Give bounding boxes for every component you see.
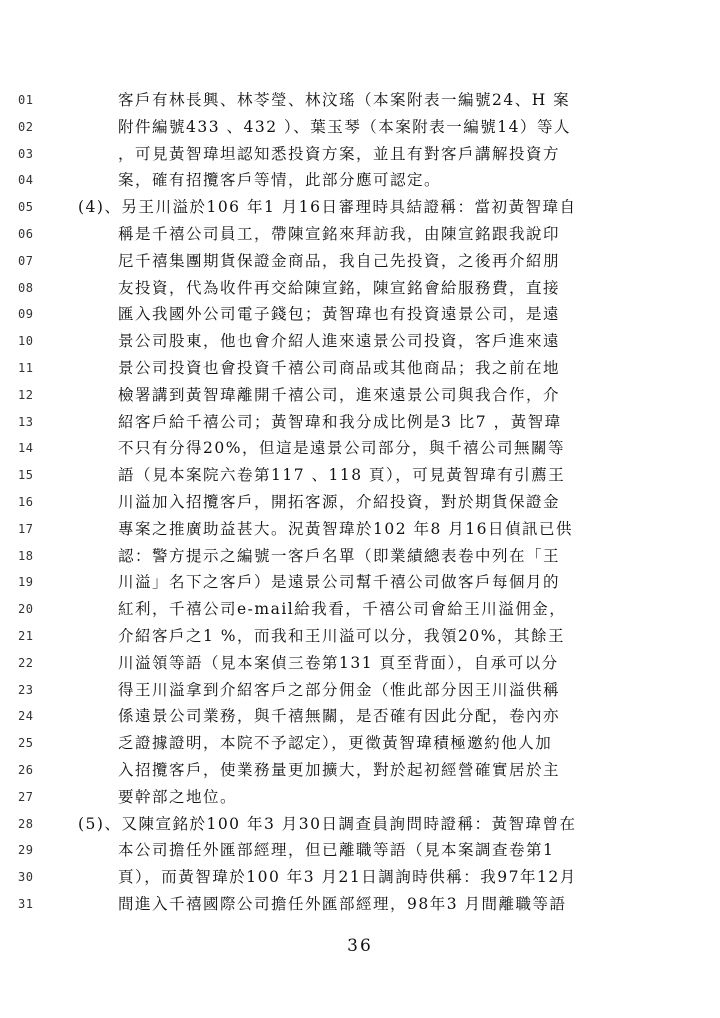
- text-line: 不只有分得20%，但這是遠景公司部分，與千禧公司無關等: [118, 439, 565, 458]
- line-number: 13: [18, 414, 34, 429]
- text-line: 間進入千禧國際公司擔任外匯部經理，98年3 月間離職等語: [118, 895, 567, 913]
- text-line: 介紹客戶之1 %，而我和王川溢可以分，我領20%，其餘王: [118, 627, 565, 645]
- text-line: 要幹部之地位。: [118, 787, 238, 806]
- text-line: 頁），而黃智瑋於100 年3 月21日調詢時供稱：我97年12月: [118, 868, 577, 887]
- line-number: 14: [18, 441, 34, 456]
- line-number: 15: [18, 468, 34, 483]
- line-number: 04: [18, 173, 34, 188]
- text-line: 客戶有林長興、林苓瑩、林汶瑤（本案附表一編號24、H 案: [118, 91, 571, 109]
- line-number: 29: [18, 843, 34, 858]
- line-number: 28: [18, 816, 34, 831]
- text-line: 匯入我國外公司電子錢包；黃智瑋也有投資遠景公司，是遠: [118, 305, 561, 324]
- text-line: 紹客戶給千禧公司；黃智瑋和我分成比例是3 比7 ，黃智瑋: [118, 412, 562, 431]
- text-line: 語（見本案院六卷第117 、118 頁），可見黃智瑋有引薦王: [118, 466, 566, 485]
- text-line: 乏證據證明，本院不予認定），更徵黃智瑋積極邀約他人加: [118, 734, 553, 753]
- line-number: 07: [18, 253, 34, 268]
- line-number: 06: [18, 227, 34, 241]
- line-number: 03: [18, 146, 34, 161]
- line-number: 05: [18, 200, 34, 215]
- line-number: 10: [18, 334, 34, 349]
- line-number: 22: [18, 655, 34, 670]
- line-number: 24: [18, 709, 34, 724]
- text-line: 友投資，代為收件再交給陳宣銘，陳宣銘會給服務費，直接: [118, 278, 561, 297]
- text-line: 案，確有招攬客戶等情，此部分應可認定。: [118, 171, 442, 190]
- line-number: 09: [18, 307, 34, 322]
- line-number: 16: [18, 495, 34, 509]
- line-number: 11: [18, 361, 34, 375]
- text-line: 入招攬客戶，使業務量更加擴大，對於起初經營確實居於主: [118, 761, 561, 779]
- text-line: 川溢」名下之客戶）是遠景公司幫千禧公司做客戶每個月的: [118, 573, 561, 592]
- text-line: 稱是千禧公司員工，帶陳宣銘來拜訪我，由陳宣銘跟我說印: [118, 225, 561, 243]
- text-line: 紅利，千禧公司e-mail給我看，千禧公司會給王川溢佣金，: [118, 600, 567, 619]
- text-line: 得王川溢拿到介紹客戶之部分佣金（惟此部分因王川溢供稱: [118, 680, 561, 699]
- text-line: 川溢領等語（見本案偵三卷第131 頁至背面），自承可以分: [118, 653, 559, 672]
- text-line: 專案之推廣助益甚大。況黃智瑋於102 年8 月16日偵訊已供: [118, 519, 574, 538]
- page-number: 36: [347, 936, 373, 956]
- text-line: (4)、另王川溢於106 年1 月16日審理時具結證稱：當初黃智瑋自: [78, 198, 577, 217]
- text-line: 景公司股東，他也會介紹人進來遠景公司投資，客戶進來遠: [118, 332, 561, 351]
- line-number: 19: [18, 575, 34, 590]
- line-number: 01: [18, 93, 34, 107]
- line-number: 17: [18, 521, 34, 536]
- line-number: 12: [18, 387, 34, 402]
- text-line: 認：警方提示之編號一客戶名單（即業績總表卷中列在「王: [118, 546, 561, 565]
- line-number: 26: [18, 763, 34, 777]
- text-line: (5)、又陳宣銘於100 年3 月30日調查員詢問時證稱：黃智瑋曾在: [78, 814, 577, 833]
- line-number: 02: [18, 119, 34, 134]
- text-line: ，可見黃智瑋坦認知悉投資方案，並且有對客戶講解投資方: [118, 144, 561, 163]
- line-number: 30: [18, 870, 34, 885]
- text-line: 附件編號433 、432 ）、葉玉琴（本案附表一編號14）等人: [118, 117, 571, 136]
- text-line: 川溢加入招攬客戶，開拓客源，介紹投資，對於期貨保證金: [118, 493, 561, 511]
- text-line: 尼千禧集團期貨保證金商品，我自己先投資，之後再介紹朋: [118, 251, 561, 270]
- line-number: 08: [18, 280, 34, 295]
- line-number: 21: [18, 629, 34, 643]
- line-number: 25: [18, 736, 34, 751]
- line-number: 18: [18, 548, 34, 563]
- line-number: 23: [18, 682, 34, 697]
- text-line: 景公司投資也會投資千禧公司商品或其他商品；我之前在地: [118, 359, 561, 377]
- text-line: 檢署講到黃智瑋離開千禧公司，進來遠景公司與我合作，介: [118, 385, 561, 404]
- line-number: 31: [18, 897, 34, 911]
- line-number: 27: [18, 789, 34, 804]
- text-line: 係遠景公司業務，與千禧無關，是否確有因此分配，卷內亦: [118, 707, 561, 726]
- line-number: 20: [18, 602, 34, 617]
- text-line: 本公司擔任外匯部經理，但已離職等語（見本案調查卷第1: [118, 841, 555, 860]
